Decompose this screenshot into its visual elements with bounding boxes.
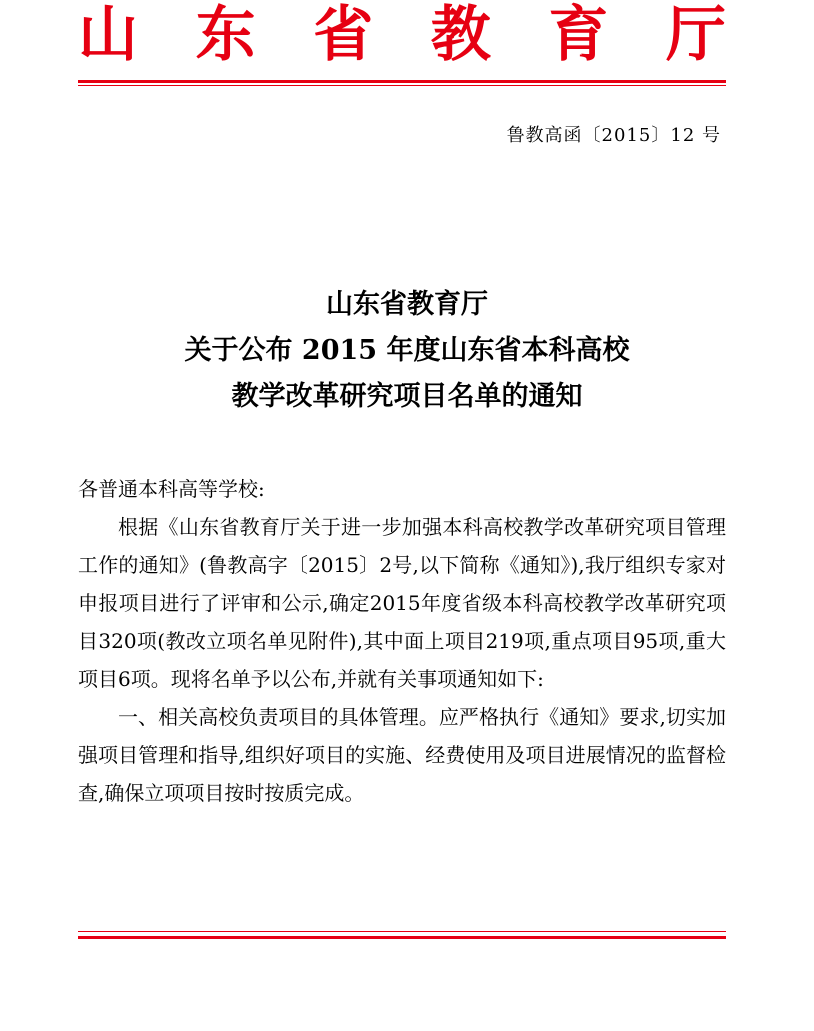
header-thin-rule [78, 85, 726, 86]
title-line-1: 山东省教育厅 [326, 289, 488, 320]
letterhead-char: 东 [195, 0, 256, 70]
letterhead-char: 厅 [665, 0, 726, 70]
title-line-2: 关于公布 2015 年度山东省本科高校 [184, 335, 630, 366]
footer-thin-rule [78, 931, 726, 932]
document-title [0, 282, 814, 420]
letterhead-char: 育 [548, 0, 609, 70]
letterhead-title [78, 2, 726, 72]
body-paragraph-1: 根据《山东省教育厅关于进一步加强本科高校教学改革研究项目管理工作的通知》(鲁教高字〔2015〕2号,以下简称《通知》),我厅组织专家对申报项目进行了评审和公示,确定2015年度省级本科高校教学改革研究项目320项(教改立项名单见附件),其中面上项目219项,重点项目95项,重大项目6项。现将名单予以公布,并就有关事项通知如下: [78, 515, 726, 691]
footer-thick-rule [78, 936, 726, 939]
document-number: 鲁教高函〔2015〕12 号 [506, 125, 721, 146]
body-paragraph-2: 一、相关高校负责项目的具体管理。应严格执行《通知》要求,切实加强项目管理和指导,组织好项目的实施、经费使用及项目进展情况的监督检查,确保立项项目按时按质完成。 [78, 705, 726, 805]
document-body [78, 470, 726, 812]
letterhead-char: 教 [430, 0, 491, 70]
title-line-3: 教学改革研究项目名单的通知 [231, 381, 583, 412]
salutation: 各普通本科高等学校: [78, 477, 265, 501]
header-thick-rule [78, 80, 726, 83]
letterhead-char: 省 [313, 0, 374, 70]
letterhead-char: 山 [78, 0, 138, 70]
